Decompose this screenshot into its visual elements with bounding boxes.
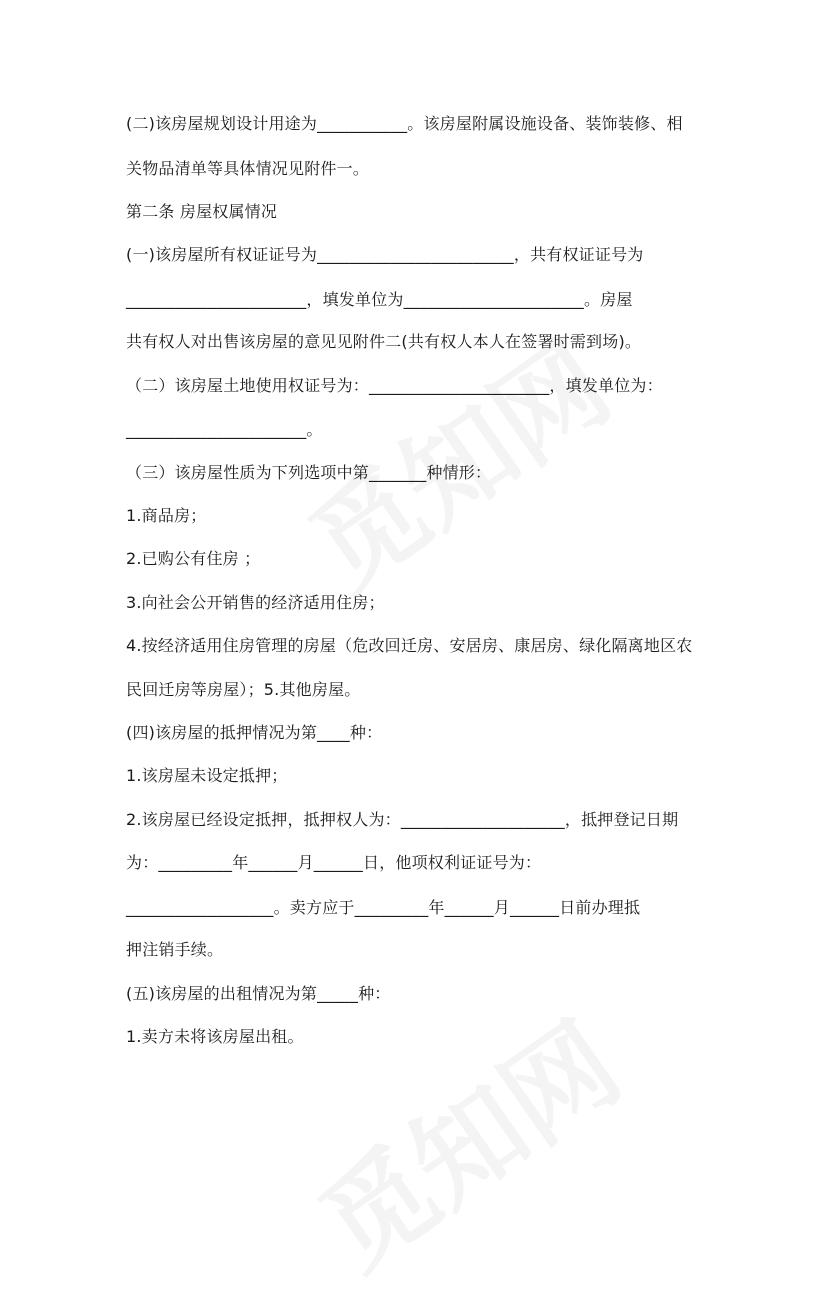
list-item: 2.该房屋已经设定抵押，抵押权人为：____________________，抵押登记日期 <box>126 810 679 829</box>
paragraph-line: ______________________。 <box>126 420 323 439</box>
list-item: 3.向社会公开销售的经济适用住房； <box>126 593 385 612</box>
paragraph-line: __________________。卖方应于_________年______月______日前办理抵 <box>126 898 641 917</box>
list-item: 4.按经济适用住房管理的房屋（危改回迁房、安居房、康居房、绿化隔离地区农 <box>126 636 693 655</box>
paragraph-line: (二)该房屋规划设计用途为___________。该房屋附属设施设备、装饰装修、相 <box>126 114 683 133</box>
watermark <box>285 980 646 1298</box>
list-item: 2.已购公有住房 ； <box>126 549 261 568</box>
paragraph-line: 押注销手续。 <box>126 940 224 959</box>
list-item: 1.该房屋未设定抵押； <box>126 766 288 785</box>
paragraph-line: 共有权人对出售该房屋的意见见附件二(共有权人本人在签署时需到场)。 <box>126 332 642 351</box>
paragraph-line: (四)该房屋的抵押情况为第____种： <box>126 723 383 742</box>
paragraph-line: 为：_________年______月______日，他项权利证证号为： <box>126 853 542 872</box>
section-heading: 第二条 房屋权属情况 <box>126 202 278 221</box>
paragraph-line: （三）该房屋性质为下列选项中第_______种情形： <box>126 463 492 482</box>
list-item: 1.卖方未将该房屋出租。 <box>126 1027 304 1046</box>
paragraph-line: ______________________，填发单位为______________________。房屋 <box>126 290 633 309</box>
list-item: 民回迁房等房屋）；5.其他房屋。 <box>126 680 361 699</box>
paragraph-line: (一)该房屋所有权证证号为________________________，共有权证证号为 <box>126 245 644 264</box>
paragraph-line: (五)该房屋的出租情况为第_____种： <box>126 984 391 1003</box>
paragraph-line: 关物品清单等具体情况见附件一。 <box>126 159 370 178</box>
list-item: 1.商品房； <box>126 506 207 525</box>
paragraph-line: （二）该房屋土地使用权证号为：______________________，填发单位为： <box>126 376 663 395</box>
